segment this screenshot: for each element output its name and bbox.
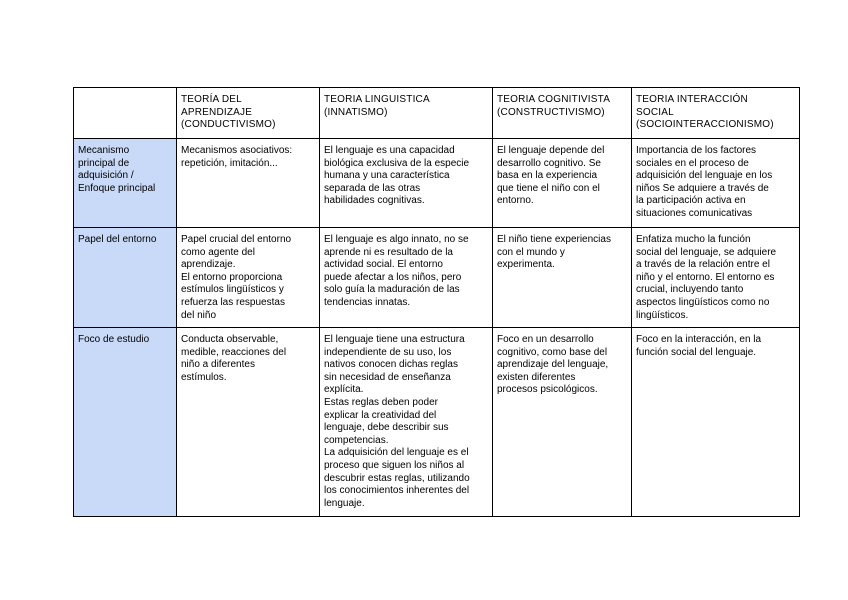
header-constructivismo: TEORIA COGNITIVISTA (CONSTRUCTIVISMO) <box>493 88 632 139</box>
header-sociointeraccionismo: TEORIA INTERACCIÓN SOCIAL (SOCIOINTERACCIONISMO) <box>632 88 800 139</box>
theories-comparison-table <box>73 87 800 517</box>
header-innatismo: TEORIA LINGUISTICA (INNATISMO) <box>320 88 493 139</box>
table-row <box>74 139 800 228</box>
table-row <box>74 228 800 328</box>
table-cell: Papel crucial del entorno como agente del aprendizaje. El entorno proporciona estímulos lingüísticos y refuerza las respuestas del niño <box>177 228 320 328</box>
table-row <box>74 328 800 517</box>
corner-cell <box>74 88 177 139</box>
row-label-mecanismo: Mecanismo principal de adquisición / Enfoque principal <box>74 139 177 228</box>
table-cell: Mecanismos asociativos: repetición, imitación... <box>177 139 320 228</box>
header-row <box>74 88 800 139</box>
table-cell: Foco en la interacción, en la función social del lenguaje. <box>632 328 800 517</box>
table-cell: Enfatiza mucho la función social del lenguaje, se adquiere a través de la relación entre el niño y el entorno. El entorno es crucial, incluyendo tanto aspectos lingüísticos como no lingüísticos. <box>632 228 800 328</box>
table-cell: El lenguaje tiene una estructura independiente de su uso, los nativos conocen dichas reglas sin necesidad de enseñanza explícita. Estas reglas deben poder explicar la creatividad del lenguaje, debe describir sus competencias. La adquisición del lenguaje es el proceso que siguen los niños al descubrir estas reglas, utilizando los conocimientos inherentes del lenguaje. <box>320 328 493 517</box>
row-label-foco-estudio: Foco de estudio <box>74 328 177 517</box>
row-label-papel-entorno: Papel del entorno <box>74 228 177 328</box>
table-cell: El niño tiene experiencias con el mundo y experimenta. <box>493 228 632 328</box>
table-cell: Importancia de los factores sociales en el proceso de adquisición del lenguaje en los niños Se adquiere a través de la participación activa en situaciones comunicativas <box>632 139 800 228</box>
table-cell: El lenguaje es una capacidad biológica exclusiva de la especie humana y una característica separada de las otras habilidades cognitivas. <box>320 139 493 228</box>
table-cell: El lenguaje es algo innato, no se aprende ni es resultado de la actividad social. El entorno puede afectar a los niños, pero solo guía la maduración de las tendencias innatas. <box>320 228 493 328</box>
header-conductivismo: TEORÍA DEL APRENDIZAJE (CONDUCTIVISMO) <box>177 88 320 139</box>
table-cell: Conducta observable, medible, reacciones del niño a diferentes estímulos. <box>177 328 320 517</box>
table-cell: Foco en un desarrollo cognitivo, como base del aprendizaje del lenguaje, existen diferentes procesos psicológicos. <box>493 328 632 517</box>
table-cell: El lenguaje depende del desarrollo cognitivo. Se basa en la experiencia que tiene el niño con el entorno. <box>493 139 632 228</box>
